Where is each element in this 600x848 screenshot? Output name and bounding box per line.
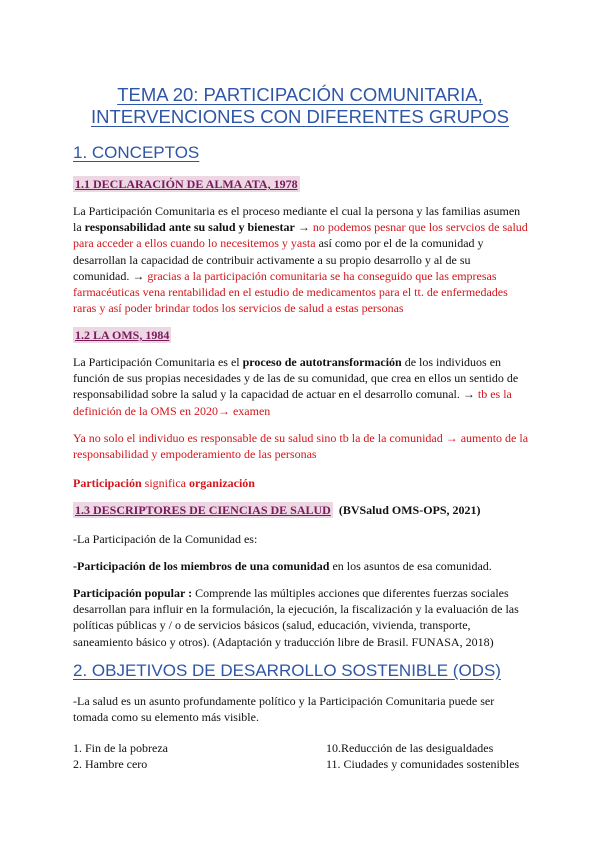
text-segment: así como por el de la comunidad y desarrollan la capacidad de contribuir activamente a su propio desarrollo y al de su comunidad. →: [73, 236, 484, 283]
bold-red-text: organización: [188, 476, 255, 490]
bold-text: -Participación de los miembros de una comunidad: [73, 559, 330, 573]
subsection-1-1-title: 1.1 DECLARACIÓN DE ALMA ATA, 1978: [75, 177, 298, 191]
ods-list-left-column: [73, 740, 168, 772]
text-segment: Comprende las múltiples acciones que diferentes fuerzas sociales desarrollan para influir en la formulación, la ejecución, la fiscalización y la evaluación de las políticas públicas y / o de servicios básicos (salud, educación, vivienda, transporte, saneamiento básico y otros). (Adaptación y traducción libre de Brasil. FUNASA, 2018): [73, 586, 519, 649]
ods-list-right-column: [326, 740, 519, 772]
text-segment: en los asuntos de esa comunidad.: [329, 559, 492, 573]
paragraph-responsibility: Ya no solo el individuo es responsable de su salud sino tb la de la comunidad → aumento de la responsabilidad y empoderamiento de las personas: [73, 431, 529, 462]
bold-text: responsabilidad ante su salud y bienestar: [84, 220, 295, 235]
text-segment: La Participación Comunitaria es el proceso mediante el cual la persona y las familias asumen la: [73, 204, 521, 235]
paragraph-oms: [73, 354, 529, 419]
list-item: 10.Reducción de las desigualdades: [326, 741, 494, 755]
title-line-1: TEMA 20: PARTICIPACIÓN COMUNITARIA,: [117, 84, 483, 105]
subsection-1-2-heading: [73, 327, 171, 343]
section-2-heading: 2. OBJETIVOS DE DESARROLLO SOSTENIBLE (ODS): [73, 661, 501, 680]
bold-red-text: Participación: [73, 476, 142, 490]
red-annotation: tb es la definición de la OMS en 2020→ examen: [73, 387, 512, 418]
red-annotation: no podemos pesnar que los servcios de salud para acceder a ellos cuando lo necesitemos y yasta: [73, 220, 528, 251]
list-item: 1. Fin de la pobreza: [73, 741, 168, 755]
subsection-1-1-heading: [73, 176, 300, 192]
bold-text: Participación popular :: [73, 586, 193, 600]
paragraph-participation-definition: [73, 475, 529, 491]
page-title: [0, 84, 600, 128]
subsection-1-3-source: (BVSalud OMS-OPS, 2021): [338, 503, 481, 517]
title-line-2: INTERVENCIONES CON DIFERENTES GRUPOS: [90, 106, 510, 127]
subsection-1-2-title: 1.2 LA OMS, 1984: [75, 328, 170, 342]
paragraph-ods-intro: -La salud es un asunto profundamente político y la Participación Comunitaria puede ser tomada como su elemento más visible.: [73, 694, 495, 725]
red-annotation: gracias a la participación comunitaria se ha conseguido que las empresas farmacéuticas vena rentabilidad en el estudio de medicamentos para el tt. de enfermedades raras y así poder brindar todos los servicios de salud a estas personas: [73, 268, 508, 316]
subsection-1-3-title: 1.3 DESCRIPTORES DE CIENCIAS DE SALUD: [75, 503, 331, 517]
red-text: significa: [141, 476, 189, 490]
paragraph-popular-participation: [73, 585, 529, 650]
subsection-1-3-heading: [73, 502, 481, 518]
bold-text: proceso de autotransformación: [242, 355, 402, 369]
text-segment: La Participación Comunitaria es el: [73, 355, 243, 369]
list-item: 2. Hambre cero: [73, 757, 148, 771]
paragraph-members-participation: [73, 558, 529, 574]
paragraph-community-participation: -La Participación de la Comunidad es:: [73, 532, 258, 546]
list-item: 11. Ciudades y comunidades sostenibles: [326, 757, 520, 771]
paragraph-alma-ata: [73, 203, 529, 316]
section-1-heading: 1. CONCEPTOS: [73, 143, 200, 162]
arrow-text: →: [294, 220, 313, 235]
text-segment: de los individuos en función de sus propias necesidades y de las de su comunidad, que crea en ellos un sentido de responsabilidad sobre la salud y la capacidad de actuar en el desarrollo comunal. →: [73, 355, 519, 402]
